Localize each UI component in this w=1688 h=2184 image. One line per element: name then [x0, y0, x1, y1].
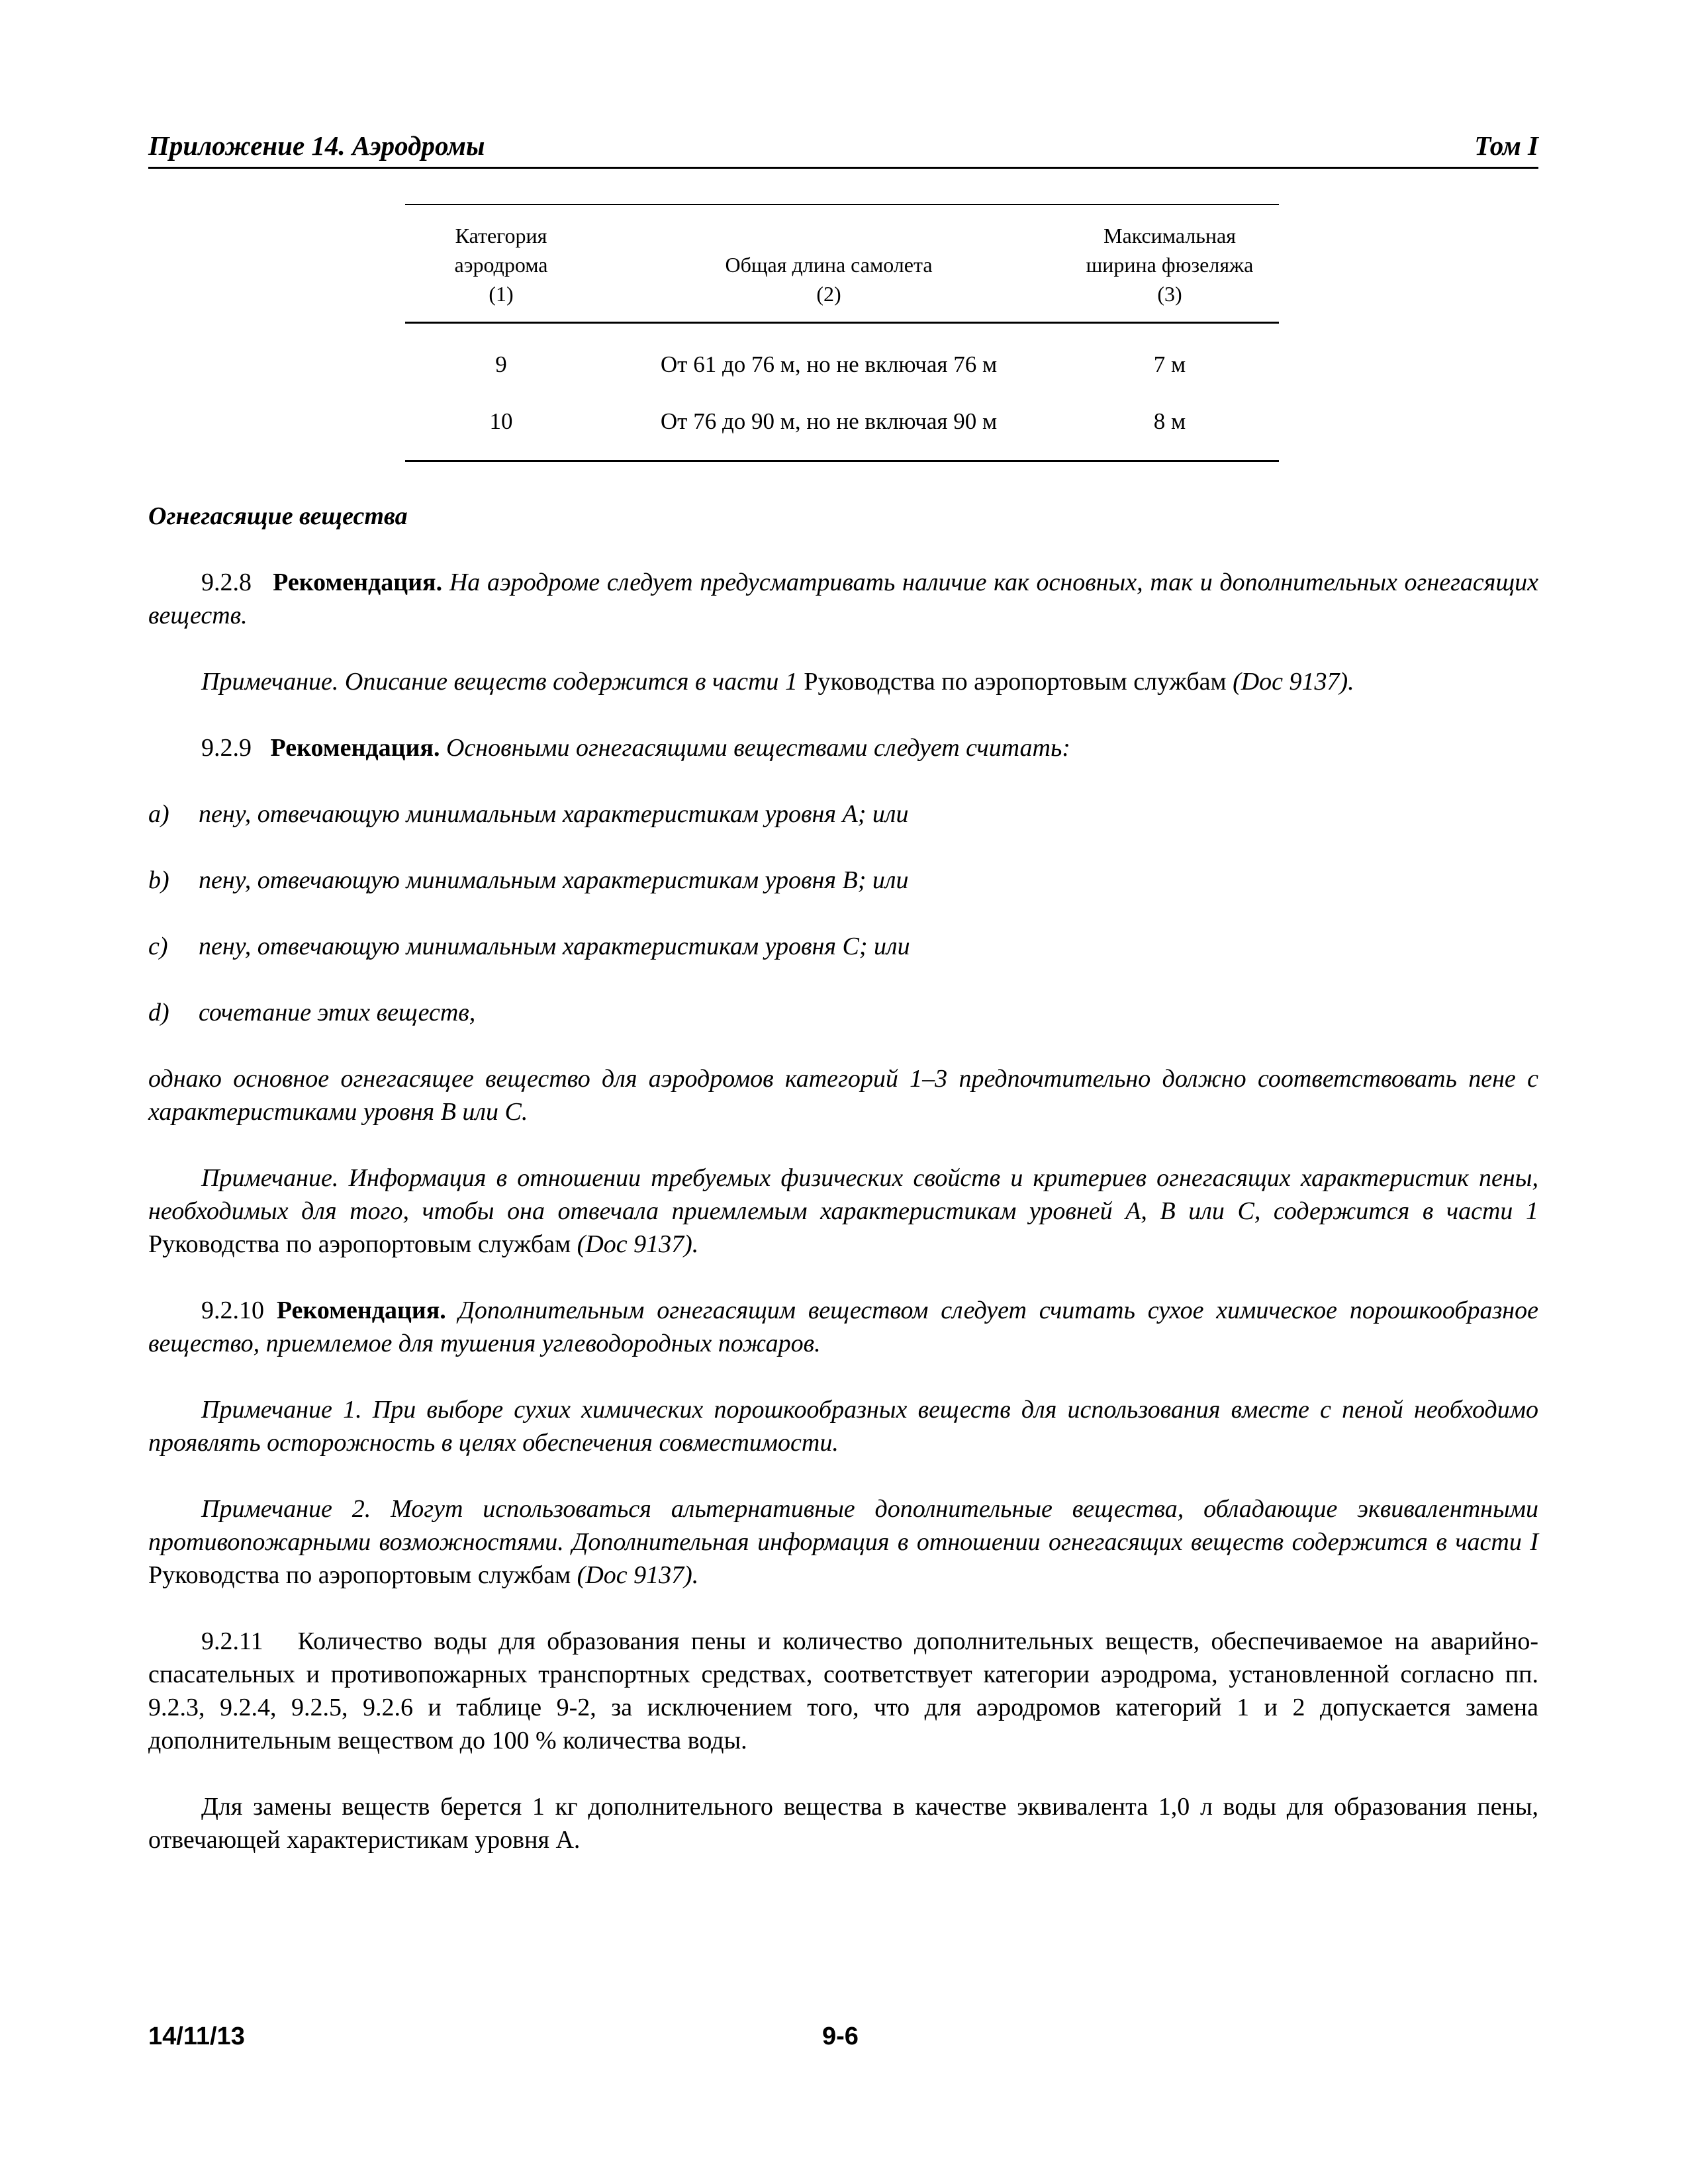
col-header-category: Категория аэродрома (1): [405, 205, 597, 323]
table-header-row: [405, 205, 1279, 323]
page-number: 9-6: [822, 2023, 859, 2050]
header-title: Приложение 14. Аэродромы: [148, 130, 485, 161]
paragraph-9-2-8: 9.2.8 Рекомендация. На аэродроме следует предусматривать наличие как основных, так и дополнительных огнегасящих веществ.: [148, 569, 1539, 629]
document-body: [148, 500, 1538, 1856]
note-foam-properties: Примечание. Информация в отношении требуемых физических свойств и критериев огнегасящих характеристик пены, необходимых для того, чтобы она отвечала приемлемым характеристикам уровней А, В или С, содержится в части 1 Руководства по аэропортовым службам (Doc 9137).: [148, 1164, 1538, 1258]
table-cell: От 61 до 76 м, но не включая 76 м: [660, 351, 998, 377]
list-item: c) пену, отвечающую минимальным характеристикам уровня С; или: [148, 933, 910, 960]
table-row: [405, 392, 1279, 461]
table-cell: 7 м: [1153, 351, 1186, 377]
note-2: Примечание 2. Могут использоваться альтернативные дополнительные вещества, обладающие эквивалентными противопожарными возможностями. Дополнительная информация в отношении огнегасящих веществ содержится в части I Руководства по аэропортовым службам (Doc 9137).: [148, 1495, 1538, 1589]
category-table: [405, 204, 1279, 462]
paragraph-substitution: Для замены веществ берется 1 кг дополнительного вещества в качестве эквивалента 1,0 л воды для образования пены, отвечающей характеристикам уровня А.: [148, 1793, 1538, 1854]
page-header: [148, 130, 1538, 169]
paragraph-9-2-9: 9.2.9 Рекомендация. Основными огнегасящими веществами следует считать:: [201, 734, 1070, 762]
table-cell: 10: [405, 392, 597, 461]
list-item: b) пену, отвечающую минимальным характеристикам уровня В; или: [148, 866, 909, 894]
col-header-width: Максимальная ширина фюзеляжа (3): [1060, 205, 1279, 323]
paragraph-9-2-11: 9.2.11 Количество воды для образования пены и количество дополнительных веществ, обеспечиваемое на аварийно-спасательных и противопожарных транспортных средствах, соответствует категории аэродрома, установленной согласно пп. 9.2.3, 9.2.4, 9.2.5, 9.2.6 и таблице 9-2, за исключением того, что для аэродромов категорий 1 и 2 допускается замена дополнительным веществом до 100 % количества воды.: [148, 1627, 1539, 1754]
section-heading: Огнегасящие вещества: [148, 502, 408, 530]
table-cell: 9: [495, 351, 507, 377]
header-volume: Том I: [1474, 130, 1538, 161]
table-row: [405, 323, 1279, 393]
list-item: d) сочетание этих веществ,: [148, 999, 476, 1026]
paragraph-9-2-10: 9.2.10 Рекомендация. Дополнительным огнегасящим веществом следует считать сухое химическое порошкообразное вещество, приемлемое для тушения углеводородных пожаров.: [148, 1297, 1538, 1357]
table-cell: От 76 до 90 м, но не включая 90 м: [597, 392, 1060, 461]
table-cell: 8 м: [1060, 392, 1279, 461]
list-item: a) пену, отвечающую минимальным характеристикам уровня А; или: [148, 800, 909, 828]
note-doc-reference: Примечание. Описание веществ содержится в части 1 Руководства по аэропортовым службам (Doc 9137).: [201, 668, 1354, 696]
footer-date: 14/11/13: [148, 2023, 245, 2050]
note-1: Примечание 1. При выборе сухих химических порошкообразных веществ для использования вместе с пеной необходимо проявлять осторожность в целях обеспечения совместимости.: [148, 1396, 1538, 1457]
col-header-length: Общая длина самолета (2): [597, 205, 1060, 323]
list-conclusion: однако основное огнегасящее вещество для аэродромов категорий 1–3 предпочтительно должно соответствовать пене с характеристиками уровня В или С.: [148, 1065, 1538, 1126]
